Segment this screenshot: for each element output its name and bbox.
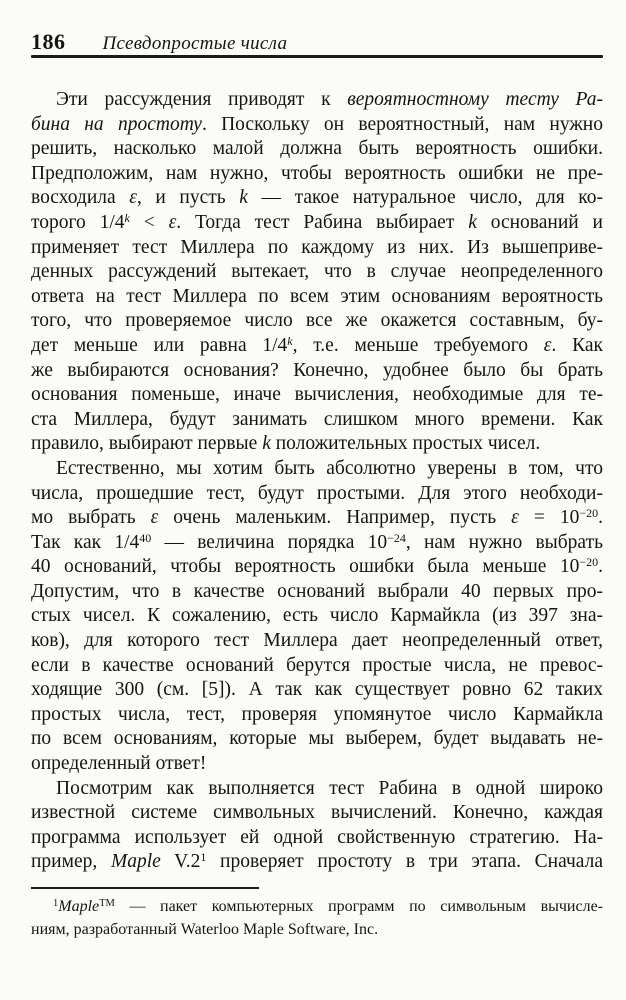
text-line: пример, Maple $V.2^1$ проверяет простоту в три этапа. Сначала — [31, 850, 603, 873]
text-line: мо выбрать ε очень маленьким. Например, пусть $\varepsilon = 10^{-20}$. — [31, 506, 603, 529]
text-line: простых числа, тест, проверяя упомянутое число Кармайкла — [31, 703, 603, 725]
text-line: денных рассуждений вытекает, что в случае неопределенного — [31, 261, 603, 283]
text-line: программа использует ей одной свойственную стратегию. На- — [31, 826, 603, 848]
text-line: ков), для которого тест Миллера дает неопределенный ответ, — [31, 630, 603, 652]
text-line: решить, насколько малой должна быть вероятность ошибки. — [31, 138, 603, 160]
text-line: стых чисел. К сожалению, есть число Кармайкла (из 397 зна- — [31, 605, 603, 627]
text-line: Так как $1/4^{40}$ — величина порядка $10^{-24}$, нам нужно выбрать — [31, 530, 603, 553]
text-line: бина на простоту. Поскольку он вероятностный, нам нужно — [31, 113, 603, 135]
text-line: если в качестве оснований берутся простые числа, не превос- — [31, 654, 603, 676]
text-line: правило, выбирают первые k положительных простых чисел. — [31, 433, 541, 455]
running-header — [31, 30, 603, 54]
text-line: того, что проверяемое число все же окажется составным, бу- — [31, 310, 603, 332]
footnote-rule — [31, 887, 259, 889]
text-line: известной системе символьных вычислений. Конечно, каждая — [31, 802, 603, 824]
text-line: применяет тест Миллера по каждому из них. Из вышеприве- — [31, 236, 603, 258]
text-line: торого $1/4^k < \varepsilon$. Тогда тест Рабина выбирает k оснований и — [31, 210, 603, 233]
text-line: ста Миллера, будут занимать слишком много времени. Как — [31, 408, 603, 430]
text-line: же выбираются основания? Конечно, удобнее было бы брать — [31, 359, 603, 381]
text-line: Эти рассуждения приводят к вероятностному тесту Ра- — [56, 89, 603, 110]
running-title: Псевдопростые числа — [102, 33, 288, 54]
text-line: 40 оснований, чтобы вероятность ошибки была меньше $10^{-20}$. — [31, 555, 603, 578]
text-line: Естественно, мы хотим быть абсолютно уверены в том, что — [56, 457, 603, 479]
text-line: числа, прошедшие тест, будут простыми. Для этого необходи- — [31, 482, 603, 504]
text-line: Предположим, нам нужно, чтобы вероятность ошибки не пре- — [31, 162, 603, 184]
text-line: Посмотрим как выполняется тест Рабина в одной широко — [56, 777, 603, 799]
text-line: ходящие 300 (см. [5]). А так как существует ровно 62 таких — [31, 679, 603, 701]
text-line: определенный ответ! — [31, 753, 207, 775]
page-content — [31, 29, 603, 938]
text-line: основания поменьше, иначе вычисления, необходимые для те- — [31, 384, 603, 406]
text-line: ответа на тест Миллера по всем этим основаниям вероятность — [31, 285, 603, 307]
footnote — [31, 887, 603, 941]
footnote-text — [31, 896, 603, 941]
text-line: восходила ε, и пусть k — такое натуральное число, для ко- — [31, 187, 603, 209]
text-line: по всем основаниям, которые мы выберем, будет выдавать не- — [31, 728, 603, 750]
body-text — [31, 88, 603, 875]
footnote-line: $^1$Maple™ — пакет компьютерных программ по символьным вычисле- — [53, 898, 603, 915]
footnote-line: ниям, разработанный Waterloo Maple Software, Inc. — [31, 920, 379, 938]
text-line: дет меньше или равна 1/4$^k$, т.е. меньше требуемого ε. Как — [31, 333, 603, 356]
page-number: 186 — [31, 29, 66, 54]
text-line: Допустим, что в качестве оснований выбрали 40 первых про- — [31, 580, 603, 602]
